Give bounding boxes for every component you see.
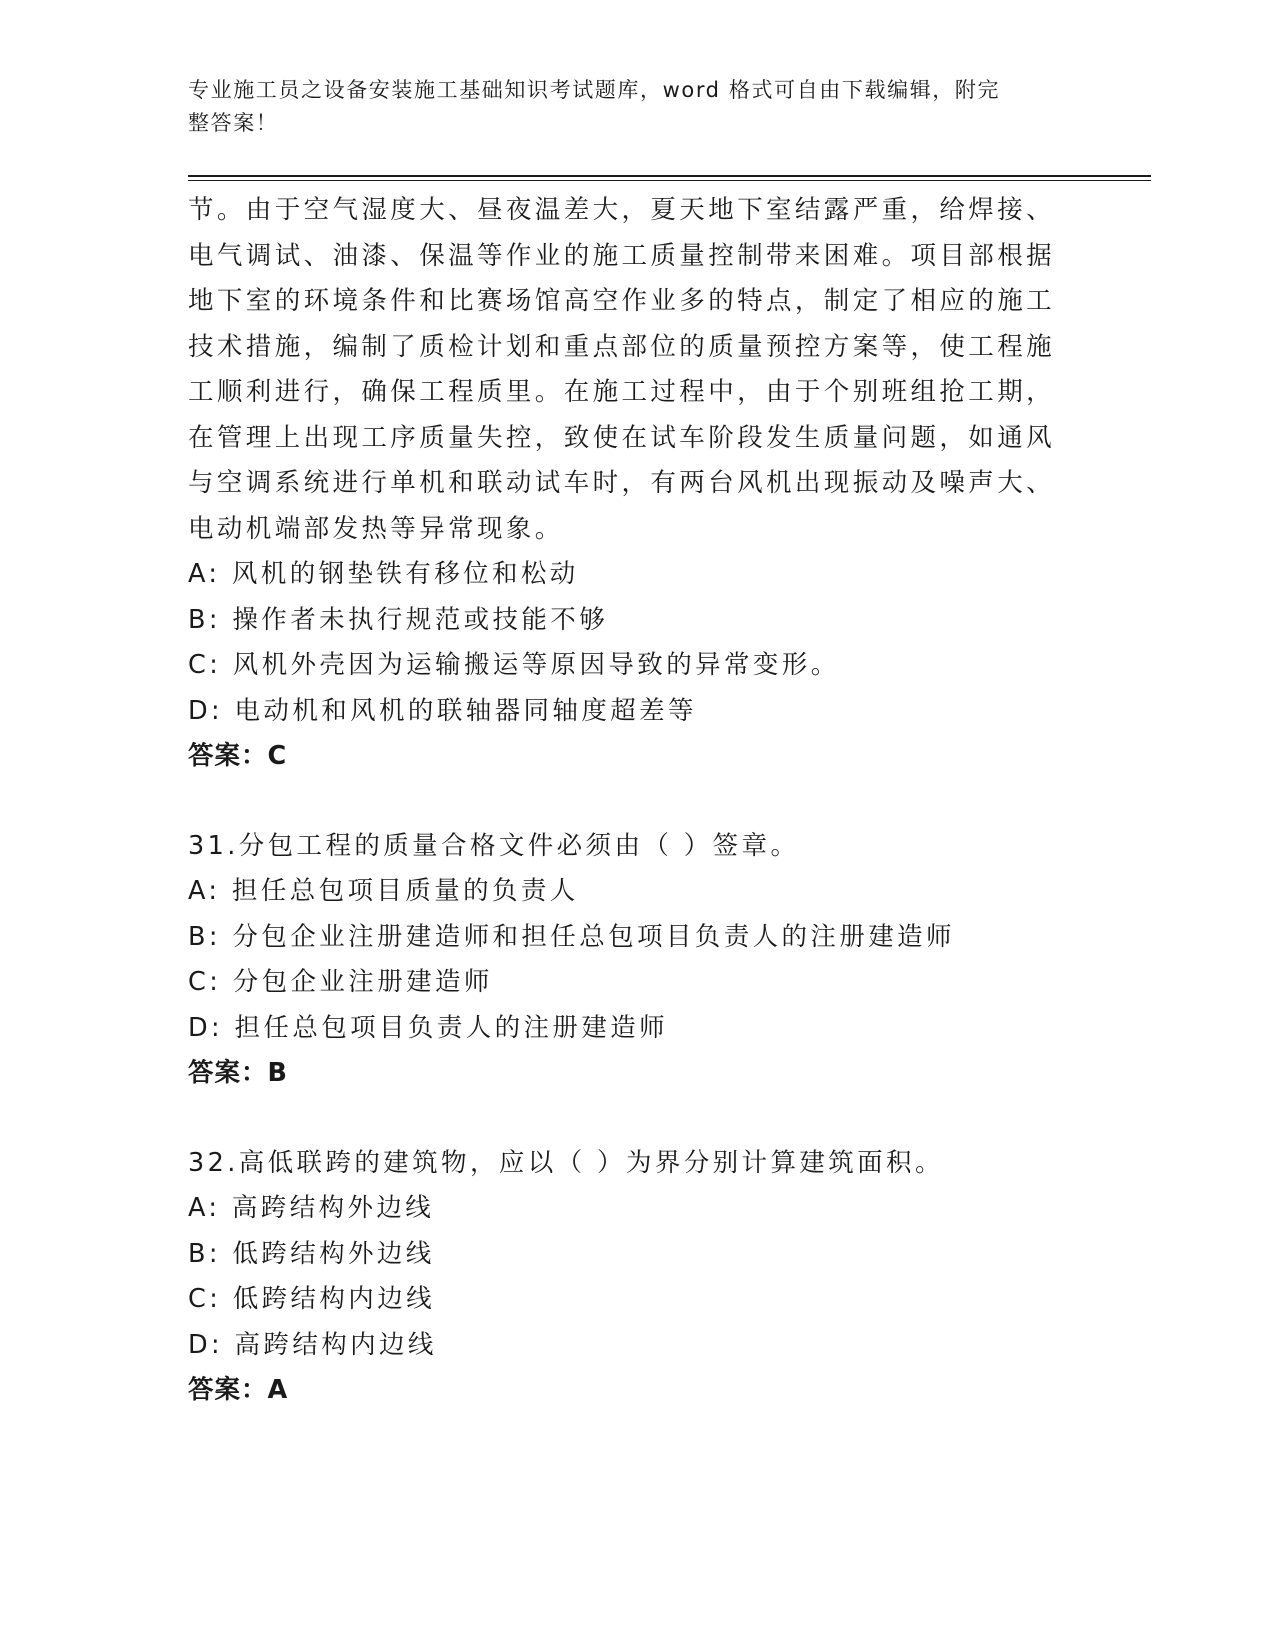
question-30-stem-line: 地下室的环境条件和比赛场馆高空作业多的特点，制定了相应的施工 [188, 286, 1056, 316]
question-30-stem-line: 节。由于空气湿度大、昼夜温差大，夏天地下室结露严重，给焊接、 [188, 195, 1056, 225]
question-32-option-c: C: 低跨结构内边线 [188, 1284, 436, 1314]
question-spacer [188, 1097, 1088, 1141]
page-header [188, 74, 1068, 140]
header-line-1: 专业施工员之设备安装施工基础知识考试题库，word 格式可自由下载编辑，附完 [188, 78, 1001, 102]
question-30-option-c: C: 风机外壳因为运输搬运等原因导致的异常变形。 [188, 650, 840, 680]
question-30-option-d: D: 电动机和风机的联轴器同轴度超差等 [188, 695, 697, 726]
question-30-stem-line: 工顺利进行，确保工程质里。在施工过程中，由于个别班组抢工期， [188, 377, 1056, 407]
question-31-option-d: D: 担任总包项目负责人的注册建造师 [188, 1012, 669, 1043]
question-30-stem-line: 在管理上出现工序质量失控，致使在试车阶段发生质量问题，如通风 [188, 422, 1056, 453]
question-30-option-a: A: 风机的钢垫铁有移位和松动 [188, 559, 579, 589]
question-31 [188, 824, 1088, 1097]
question-30-option-b: B: 操作者未执行规范或技能不够 [188, 604, 609, 635]
header-line-2: 整答案！ [188, 111, 279, 135]
question-32-answer: 答案：A [188, 1375, 289, 1405]
question-30-stem-line: 与空调系统进行单机和联动试车时，有两台风机出现振动及噪声大、 [188, 468, 1056, 498]
question-31-option-a: A: 担任总包项目质量的负责人 [188, 876, 579, 906]
question-31-option-b: B: 分包企业注册建造师和担任总包项目负责人的注册建造师 [188, 921, 955, 952]
question-32-option-d: D: 高跨结构内边线 [188, 1329, 437, 1360]
question-spacer [188, 780, 1088, 824]
header-divider [188, 175, 1151, 181]
question-32-stem: 32.高低联跨的建筑物，应以（ ）为界分别计算建筑面积。 [188, 1147, 944, 1178]
question-32-option-a: A: 高跨结构外边线 [188, 1193, 435, 1223]
question-32-option-b: B: 低跨结构外边线 [188, 1238, 435, 1269]
question-30-stem-line: 技术措施，编制了质检计划和重点部位的质量预控方案等，使工程施 [188, 331, 1056, 362]
question-31-stem: 31.分包工程的质量合格文件必须由（ ）签章。 [188, 830, 800, 861]
question-32 [188, 1141, 1088, 1414]
question-30-stem-line: 电动机端部发热等异常现象。 [188, 513, 564, 544]
question-31-option-c: C: 分包企业注册建造师 [188, 967, 493, 997]
question-content [188, 188, 1088, 1414]
question-31-answer: 答案：B [188, 1058, 288, 1088]
question-30 [188, 188, 1088, 780]
question-30-stem-line: 电气调试、油漆、保温等作业的施工质量控制带来困难。项目部根据 [188, 240, 1056, 271]
question-30-answer: 答案：C [188, 741, 288, 771]
